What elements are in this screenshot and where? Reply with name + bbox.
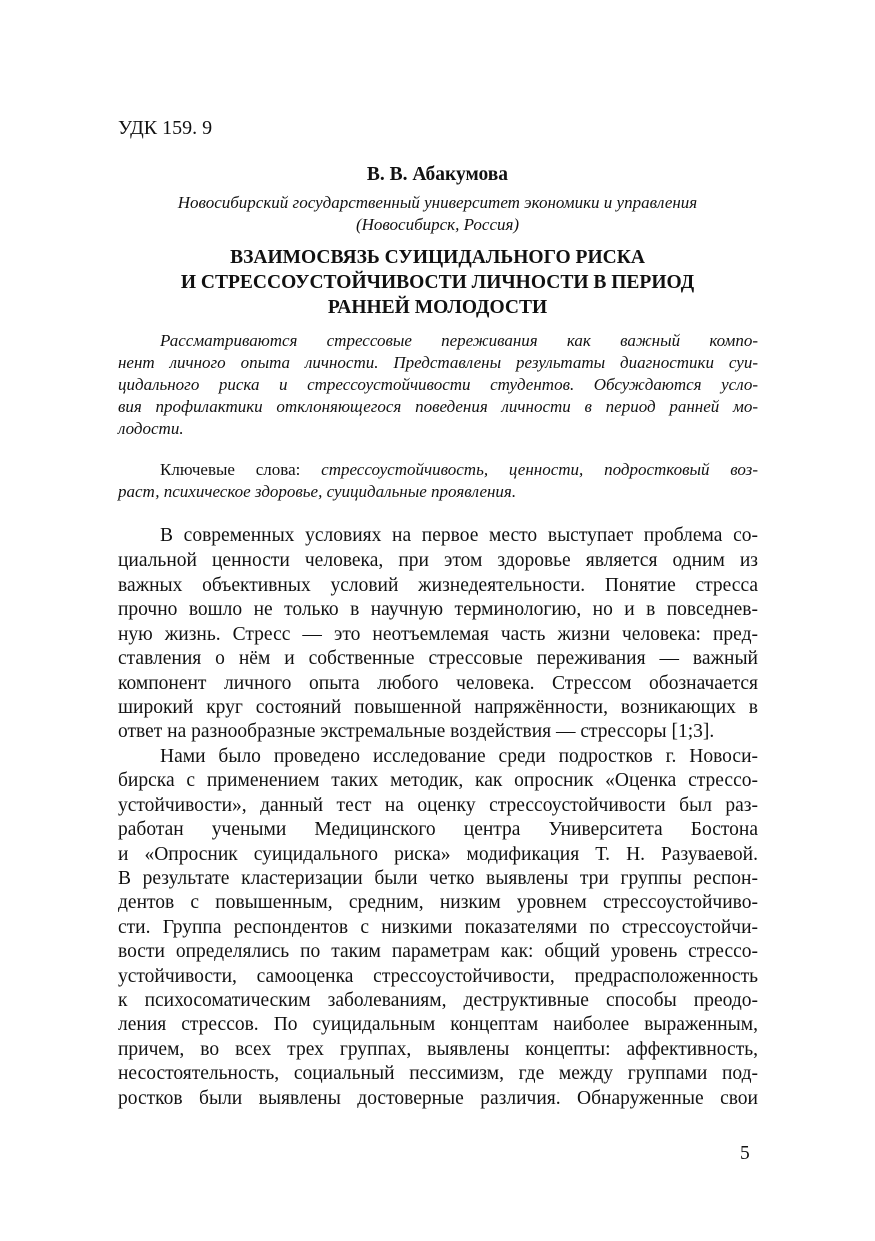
body-line: и «Опросник суицидального риска» модификация Т. Н. Разуваевой.: [118, 844, 758, 865]
body-line: ставления о нём и собственные стрессовые переживания — важный: [118, 648, 758, 669]
abstract-line: лодости.: [118, 419, 184, 438]
body-line: несостоятельность, социальный пессимизм, где между группами под-: [118, 1063, 758, 1084]
body-line: компонент личного опыта любого человека. Стрессом обозначается: [118, 673, 758, 694]
body-line: бирска с применением таких методик, как опросник «Оценка стрессо-: [118, 770, 758, 791]
abstract-line: нент личного опыта личности. Представлены результаты диагностики суи-: [118, 353, 758, 372]
body-line: В современных условиях на первое место выступает проблема со-: [160, 525, 758, 546]
author-name: В. В. Абакумова: [366, 164, 509, 185]
body-line: ления стрессов. По суицидальным концептам наиболее выраженным,: [118, 1014, 758, 1035]
body-line: вости определялись по таким параметрам как: общий уровень стрессо-: [118, 941, 758, 962]
title-line-3: РАННЕЙ МОЛОДОСТИ: [327, 297, 548, 318]
body-line: широкий круг состояний повышенной напряжённости, возникающих в: [118, 697, 758, 718]
body-line: Нами было проведено исследование среди подростков г. Новоси-: [160, 746, 758, 767]
body-line: причем, во всех трех группах, выявлены концепты: аффективность,: [118, 1039, 758, 1060]
affiliation-line-1: Новосибирский государственный университет экономики и управления: [177, 193, 698, 212]
body-line: устойчивости», данный тест на оценку стрессоустойчивости был раз-: [118, 795, 758, 816]
keywords-text-2: раст, психическое здоровье, суицидальные проявления.: [118, 482, 517, 501]
abstract-line: Рассматриваются стрессовые переживания как важный компо-: [160, 331, 758, 350]
body-line: ответ на разнообразные экстремальные воздействия — стрессоры [1;3].: [118, 721, 715, 742]
udk-code: УДК 159. 9: [118, 117, 213, 139]
affiliation-line-2: (Новосибирск, Россия): [355, 215, 520, 234]
body-line: циальной ценности человека, при этом здоровье является одним из: [118, 550, 758, 571]
keywords-line-2: [118, 482, 758, 502]
body-line: сти. Группа респондентов с низкими показателями по стрессоустойчи-: [118, 917, 758, 938]
abstract-line: цидального риска и стрессоустойчивости студентов. Обсуждаются усло-: [118, 375, 758, 394]
abstract-line: вия профилактики отклоняющегося поведения личности в период ранней мо-: [118, 397, 758, 416]
keywords-line-1: [160, 460, 758, 480]
body-line: к психосоматическим заболеваниям, деструктивные способы преодо-: [118, 990, 758, 1011]
body-line: дентов с повышенным, средним, низким уровнем стрессоустойчиво-: [118, 892, 758, 913]
body-line: ростков были выявлены достоверные различия. Обнаруженные свои: [118, 1088, 758, 1109]
keywords-text-1: стрессоустойчивость, ценности, подростковый воз-: [321, 460, 758, 479]
body-line: устойчивости, самооценка стрессоустойчивости, предрасположенность: [118, 966, 758, 987]
body-line: работан учеными Медицинского центра Университета Бостона: [118, 819, 758, 840]
body-line: ную жизнь. Стресс — это неотъемлемая часть жизни человека: пред-: [118, 624, 758, 645]
title-line-1: ВЗАИМОСВЯЗЬ СУИЦИДАЛЬНОГО РИСКА: [230, 247, 645, 268]
body-line: важных объективных условий жизнедеятельности. Понятие стресса: [118, 575, 758, 596]
title-line-2: И СТРЕССОУСТОЙЧИВОСТИ ЛИЧНОСТИ В ПЕРИОД: [180, 272, 695, 293]
keywords-label: Ключевые слова:: [160, 460, 301, 479]
page-number: 5: [740, 1143, 750, 1164]
body-line: прочно вошло не только в научную терминологию, но и в повседнев-: [118, 599, 758, 620]
body-line: В результате кластеризации были четко выявлены три группы респон-: [118, 868, 758, 889]
